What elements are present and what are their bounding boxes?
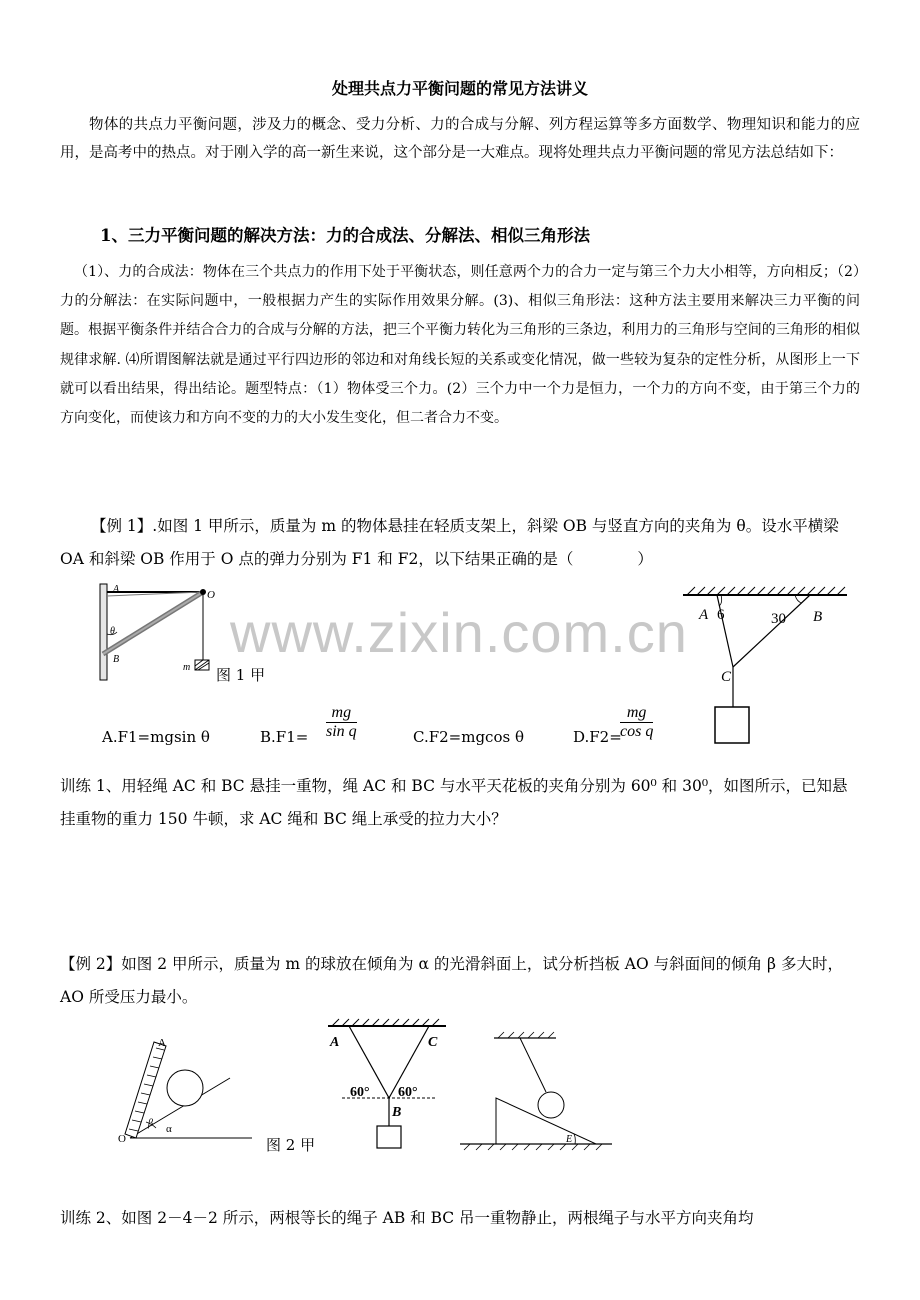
fig1-label-b: B bbox=[113, 654, 120, 665]
option-d-fraction bbox=[620, 704, 653, 741]
figure2-hanging-ball bbox=[456, 1030, 616, 1152]
fig1-label-o: O bbox=[207, 589, 215, 601]
t1-label-b: B bbox=[813, 609, 823, 625]
section1-body: （1）、力的合成法：物体在三个共点力的作用下处于平衡状态，则任意两个力的合力一定与第三个力大小相等，方向相反；（2）力的分解法：在实际问题中，一般根据力产生的实际作用效果分解。(3)、相似三角形法：这种方法主要用来解决三力平衡的问题。根据平衡条件并结合合力的合成与分解的方法，把三个平衡力转化为三角形的三条边，利用力的三角形与空间的三角形的相似规律求解. ⑷所谓图解法就是通过平行四边形的邻边和对角线长短的关系或变化情况，做一些较为复杂的定性分析，从图形上一下就可以看出结果，得出结论。题型特点：（1）物体受三个力。(2）三个力中一个力是恒力，一个力的方向不变，由于第三个力的方向变化，而使该力和方向不变的力的大小发生变化，但二者合力不变。 bbox=[60, 264, 860, 427]
training1-text: 训练 1、用轻绳 AC 和 BC 悬挂一重物，绳 AC 和 BC 与水平天花板的夹角分别为 60⁰ 和 30⁰，如图所示，已知悬挂重物的重力 150 牛顿，求 AC 绳和 BC 绳上承受的拉力大小？ bbox=[60, 777, 848, 828]
fig2-label-alpha: α bbox=[166, 1123, 172, 1135]
fig2-label-a: A bbox=[158, 1037, 166, 1049]
example1-question bbox=[60, 510, 860, 576]
option-a: A.F1=mgsin θ bbox=[102, 728, 210, 746]
option-d-label: D.F2= bbox=[573, 728, 622, 746]
option-c: C.F2=mgcos θ bbox=[413, 728, 524, 746]
option-b-denominator: sin q bbox=[326, 723, 357, 740]
intro-paragraph: 物体的共点力平衡问题，涉及力的概念、受力分析、力的合成与分解、列方程运算等多方面数学、物理知识和能力的应用，是高考中的热点。对于刚入学的高一新生来说，这个部分是一大难点。现将处理共点力平衡问题的常见方法总结如下： bbox=[60, 117, 860, 161]
fig2-mid-angle-left: 60° bbox=[350, 1085, 370, 1100]
fig2-label-o: O bbox=[118, 1133, 126, 1145]
figure1-bracket bbox=[95, 582, 225, 682]
t1-label-c: C bbox=[721, 669, 732, 685]
fig1-label-m: m bbox=[183, 662, 191, 673]
fig2-mid-label-a: A bbox=[330, 1035, 340, 1050]
t1-angle-a: 6 bbox=[717, 607, 725, 623]
training1-figure bbox=[675, 585, 855, 750]
example1-close-paren: ） bbox=[637, 550, 653, 568]
fig2-mid-angle-right: 60° bbox=[398, 1085, 418, 1100]
option-b-numerator: mg bbox=[326, 704, 357, 723]
fig1-label-theta: θ bbox=[110, 626, 115, 637]
option-d-numerator: mg bbox=[620, 704, 653, 723]
training2-text: 训练 2、如图 2－4－2 所示，两根等长的绳子 AB 和 BC 吊一重物静止，两根绳子与水平方向夹角均 bbox=[60, 1209, 754, 1227]
section1-heading: 1、三力平衡问题的解决方法：力的合成法、分解法、相似三角形法 bbox=[100, 226, 590, 245]
example2-text: 【例 2】如图 2 甲所示，质量为 m 的球放在倾角为 α 的光滑斜面上，试分析挡板 AO 与斜面间的倾角 β 多大时，AO 所受压力最小。 bbox=[60, 955, 843, 1006]
watermark: www.zixin.com.cn bbox=[230, 601, 688, 664]
t1-angle-b: 30 bbox=[771, 611, 786, 627]
example1-text: 【例 1】.如图 1 甲所示，质量为 m 的物体悬挂在轻质支架上，斜梁 OB 与竖直方向的夹角为 θ。设水平横梁 OA 和斜梁 OB 作用于 O 点的弹力分别为 F1 和 F2，以下结果正确的是（ bbox=[60, 517, 839, 568]
fig2-right-label: E bbox=[566, 1134, 573, 1145]
fig2-mid-label-b: B bbox=[392, 1105, 402, 1120]
option-b-fraction bbox=[326, 704, 357, 741]
figure2-ball-incline bbox=[112, 1032, 262, 1147]
option-d-denominator: cos q bbox=[620, 723, 654, 740]
fig2-label-beta: β bbox=[148, 1118, 153, 1129]
figure1-caption: 图 1 甲 bbox=[216, 666, 266, 684]
fig2-mid-label-c: C bbox=[428, 1035, 438, 1050]
figure2-two-ropes bbox=[322, 1018, 452, 1153]
t1-label-a: A bbox=[699, 607, 709, 623]
option-b-label: B.F1= bbox=[260, 728, 309, 746]
page-title: 处理共点力平衡问题的常见方法讲义 bbox=[331, 79, 588, 98]
fig1-label-a: A bbox=[113, 584, 120, 595]
figure2-caption: 图 2 甲 bbox=[266, 1136, 316, 1154]
